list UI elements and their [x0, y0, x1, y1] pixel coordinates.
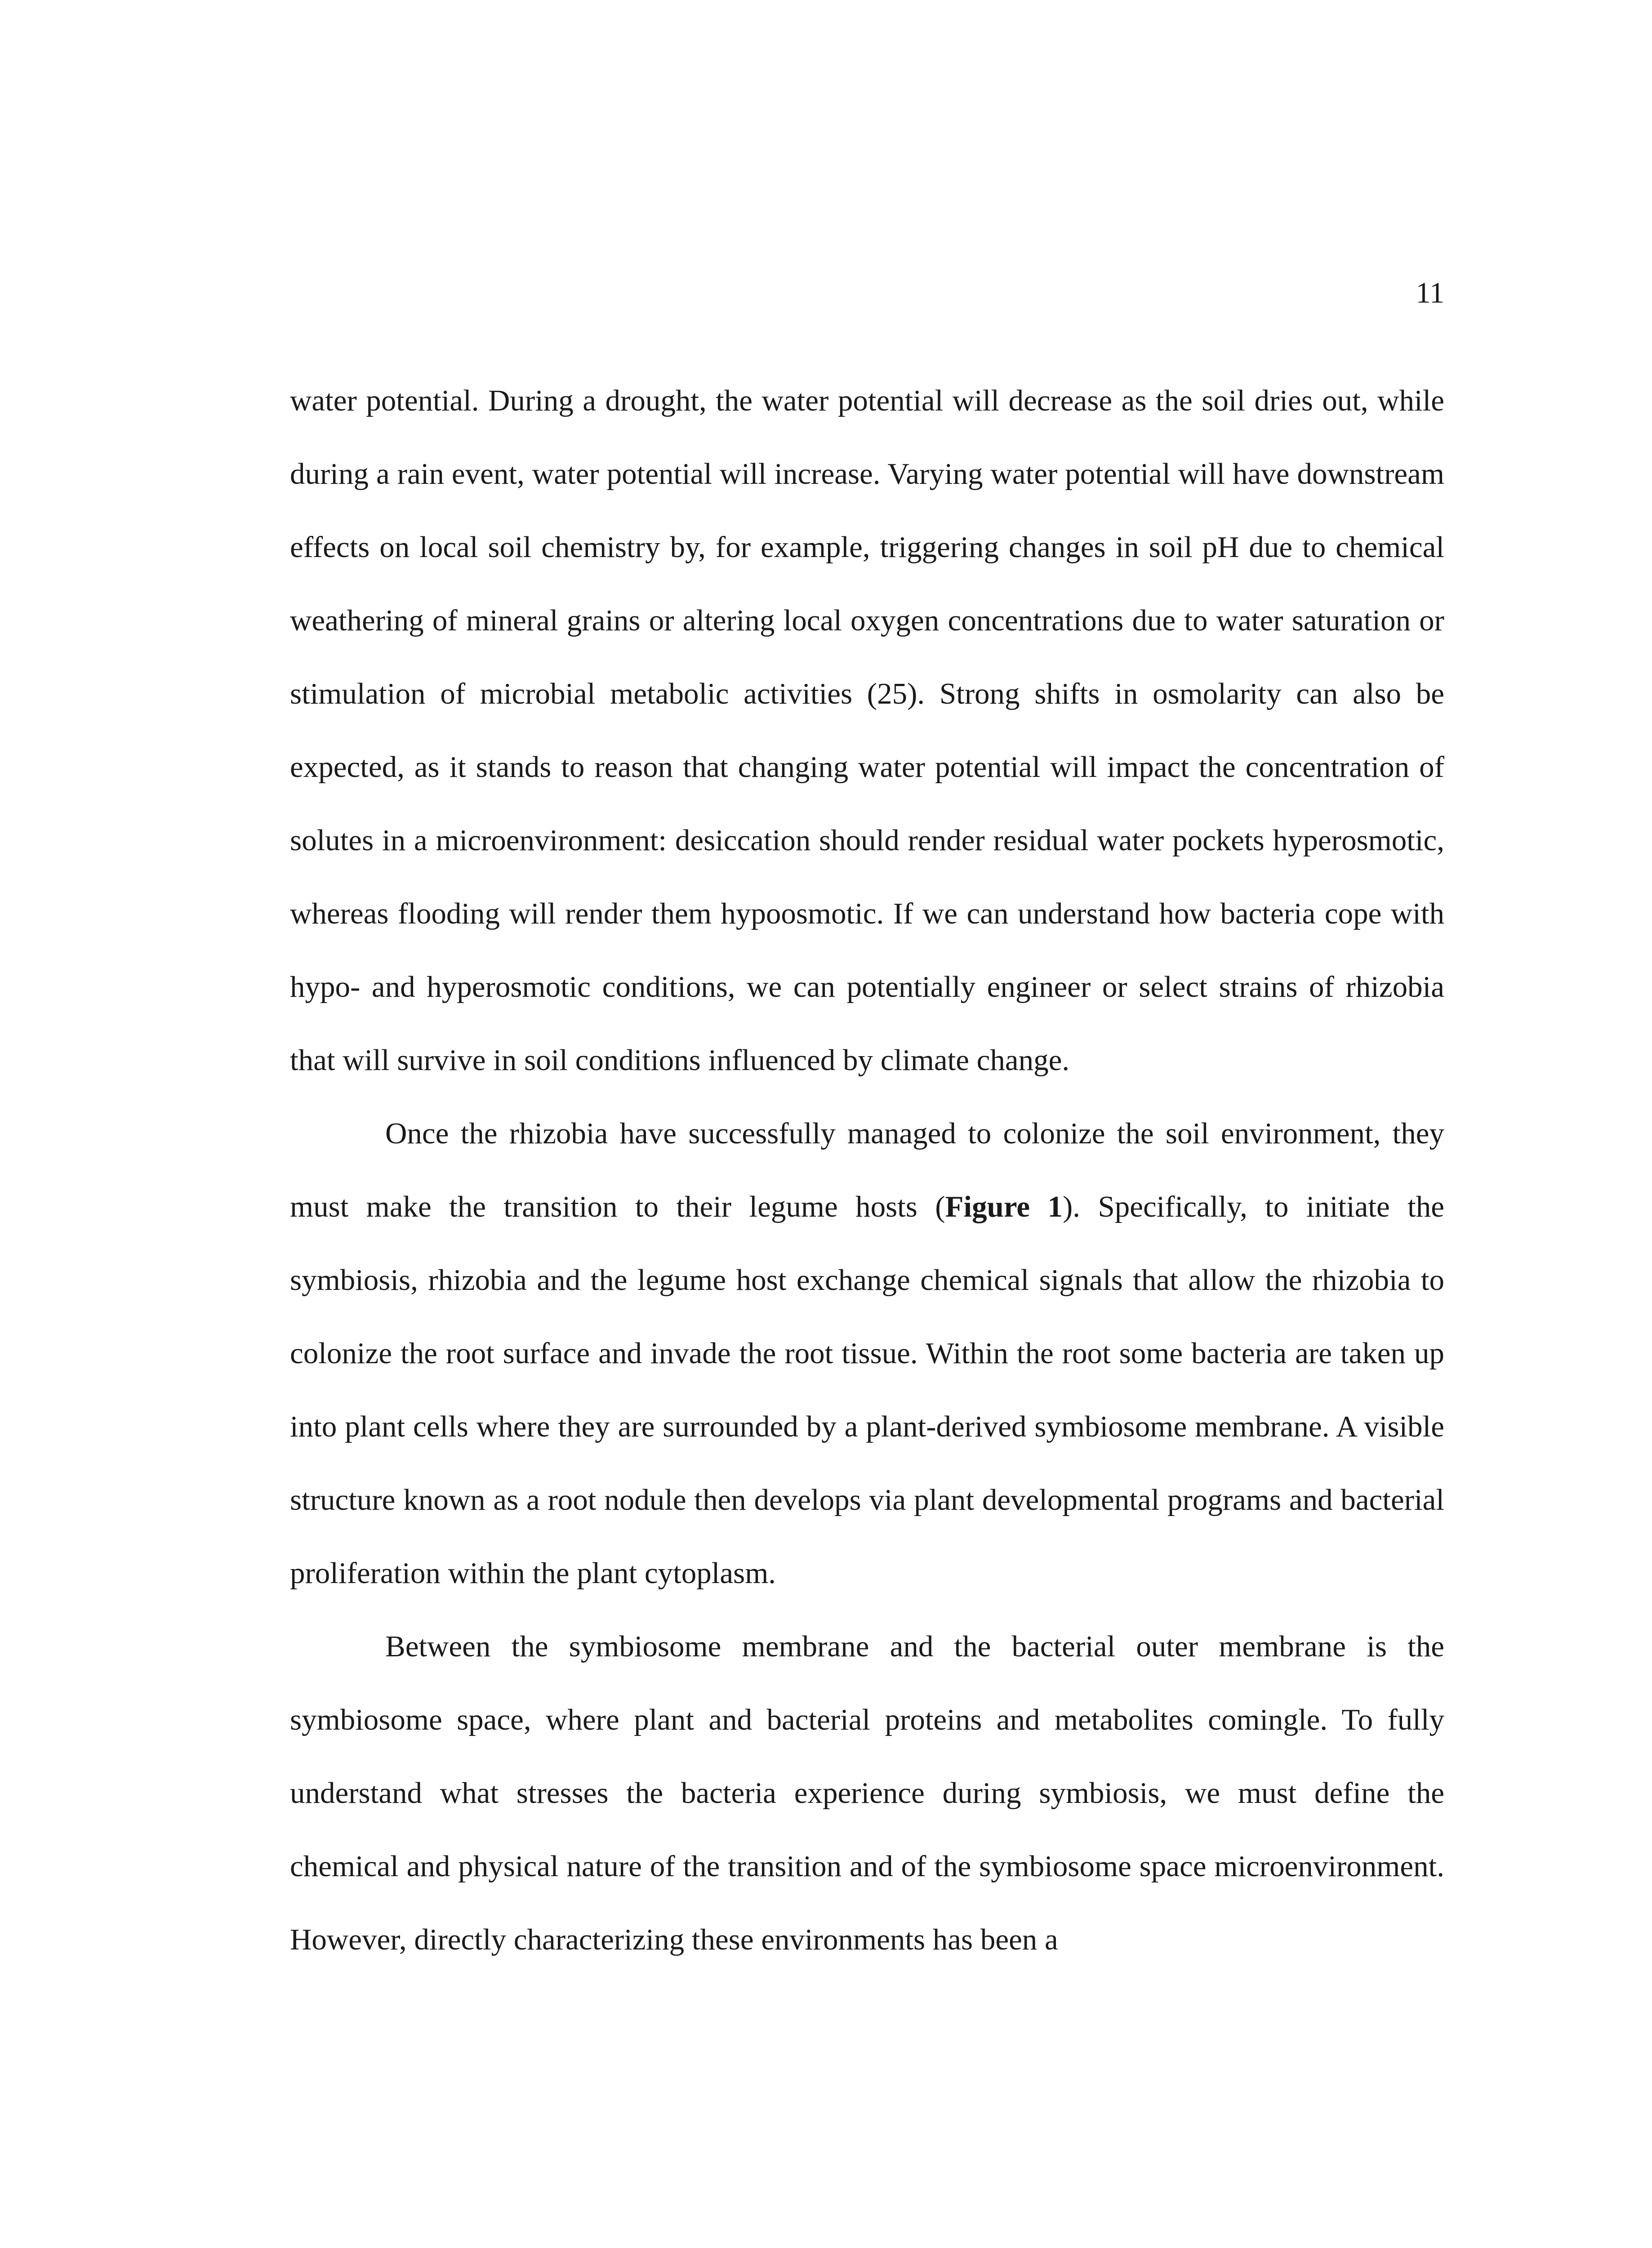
body-text [290, 364, 1444, 1976]
paragraph-text-segment: ). Specifically, to initiate the symbiosis, rhizobia and the legume host exchange chemical signals that allow the rhizobia to colonize the root surface and invade the root tissue. Within the root some bacteria are taken up into plant cells where they are surrounded by a plant-derived symbiosome membrane. A visible structure known as a root nodule then develops via plant developmental programs and bacterial proliferation within the plant cytoplasm. [290, 1190, 1444, 1590]
paragraph-text-segment: Once the rhizobia have successfully managed to colonize the soil environment, they must make the transition to their legume hosts ( [290, 1117, 1444, 1223]
paragraph-water-potential: water potential. During a drought, the water potential will decrease as the soil dries out, while during a rain event, water potential will increase. Varying water potential will have downstream effects on local soil chemistry by, for example, triggering changes in soil pH due to chemical weathering of mineral grains or altering local oxygen concentrations due to water saturation or stimulation of microbial metabolic activities (25). Strong shifts in osmolarity can also be expected, as it stands to reason that changing water potential will impact the concentration of solutes in a microenvironment: desiccation should render residual water pockets hyperosmotic, whereas flooding will render them hypoosmotic. If we can understand how bacteria cope with hypo- and hyperosmotic conditions, we can potentially engineer or select strains of rhizobia that will survive in soil conditions influenced by climate change. [290, 384, 1444, 1077]
page-number: 11 [1416, 277, 1444, 309]
paragraph-symbiosome-space: Between the symbiosome membrane and the bacterial outer membrane is the symbiosome space, where plant and bacterial proteins and metabolites comingle. To fully understand what stresses the bacteria experience during symbiosis, we must define the chemical and physical nature of the transition and of the symbiosome space microenvironment. However, directly characterizing these environments has been a [290, 1630, 1444, 1956]
figure-reference: Figure 1 [945, 1190, 1063, 1223]
paragraph-rhizobia-transition [290, 1097, 1444, 1610]
